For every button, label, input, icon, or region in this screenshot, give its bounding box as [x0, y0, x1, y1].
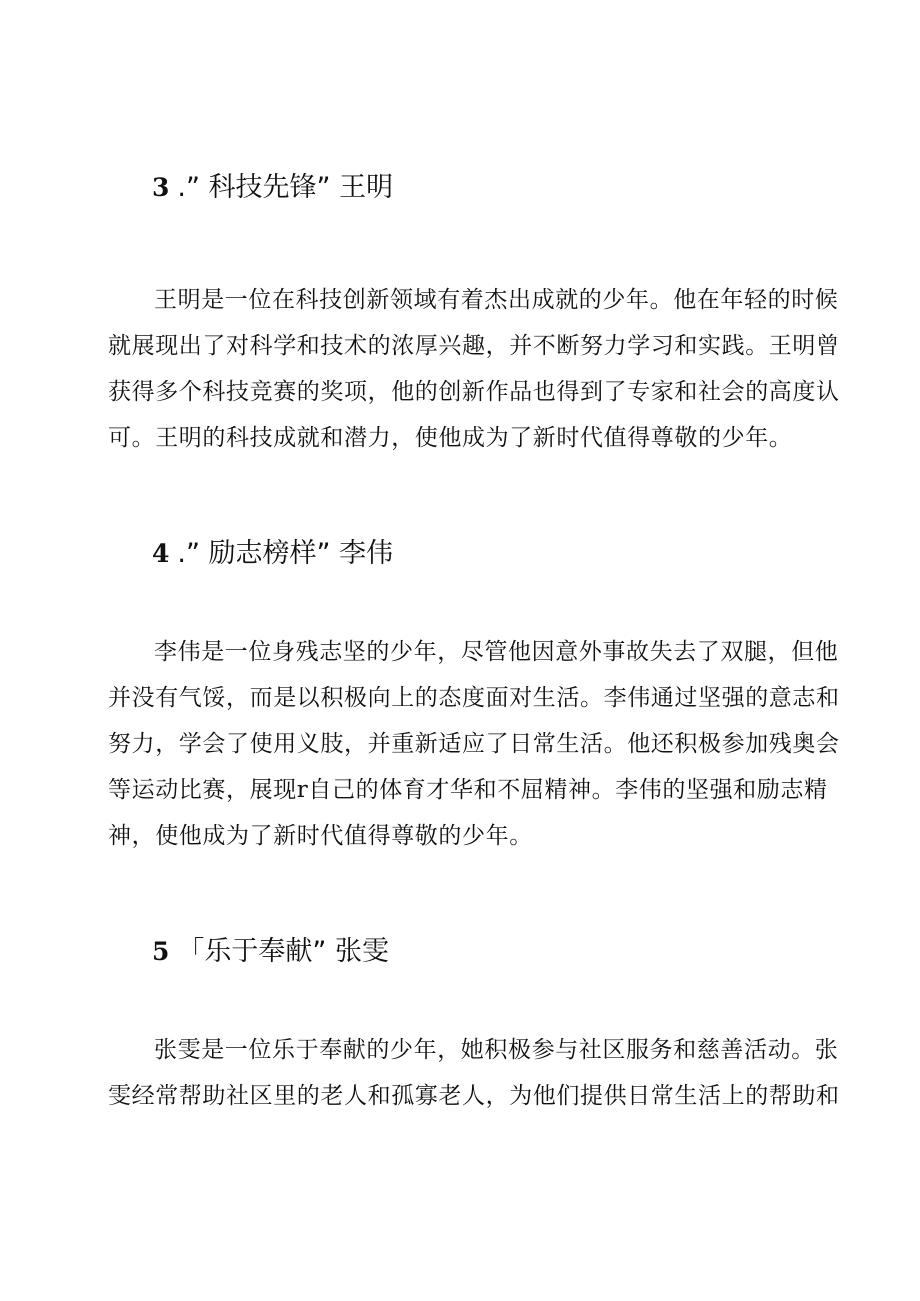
section-title: 「乐于奉献” 张雯: [177, 936, 389, 967]
paragraph-line: 张雯是一位乐于奉献的少年，她积极参与社区服务和慈善活动。张: [154, 1037, 839, 1063]
section-number: 3: [152, 173, 170, 202]
section-title: .” 科技先锋” 王明: [177, 172, 394, 203]
paragraph-line: 可。王明的科技成就和潜力，使他成为了新时代值得尊敬的少年。: [108, 425, 793, 451]
section-paragraph-4: [108, 629, 840, 859]
paragraph-line: 获得多个科技竞赛的奖项，他的创新作品也得到了专家和社会的高度认: [108, 379, 840, 405]
section-paragraph-3: [108, 277, 840, 461]
paragraph-line: 等运动比赛，展现r自己的体育才华和不屈精神。李伟的坚强和励志精: [108, 777, 828, 803]
section-number: 5: [152, 937, 170, 966]
paragraph-line: 雯经常帮助社区里的老人和孤寡老人，为他们提供日常生活上的帮助和: [108, 1083, 840, 1109]
paragraph-line: 并没有气馁，而是以积极向上的态度面对生活。李伟通过坚强的意志和: [108, 685, 840, 711]
paragraph-line: 努力，学会了使用义肢，并重新适应了日常生活。他还积极参加残奥会: [108, 731, 840, 757]
paragraph-line: 神，使他成为了新时代值得尊敬的少年。: [108, 823, 533, 849]
section-heading-4: [152, 536, 393, 572]
section-paragraph-5: [108, 1027, 840, 1119]
section-heading-3: [152, 170, 393, 206]
section-number: 4: [152, 539, 170, 568]
section-heading-5: [152, 934, 389, 970]
paragraph-line: 李伟是一位身残志坚的少年，尽管他因意外事故失去了双腿，但他: [154, 639, 839, 665]
paragraph-line: 就展现出了对科学和技术的浓厚兴趣，并不断努力学习和实践。王明曾: [108, 333, 840, 359]
paragraph-line: 王明是一位在科技创新领域有着杰出成就的少年。他在年轻的时候: [154, 287, 839, 313]
section-title: .” 励志榜样” 李伟: [177, 538, 394, 569]
